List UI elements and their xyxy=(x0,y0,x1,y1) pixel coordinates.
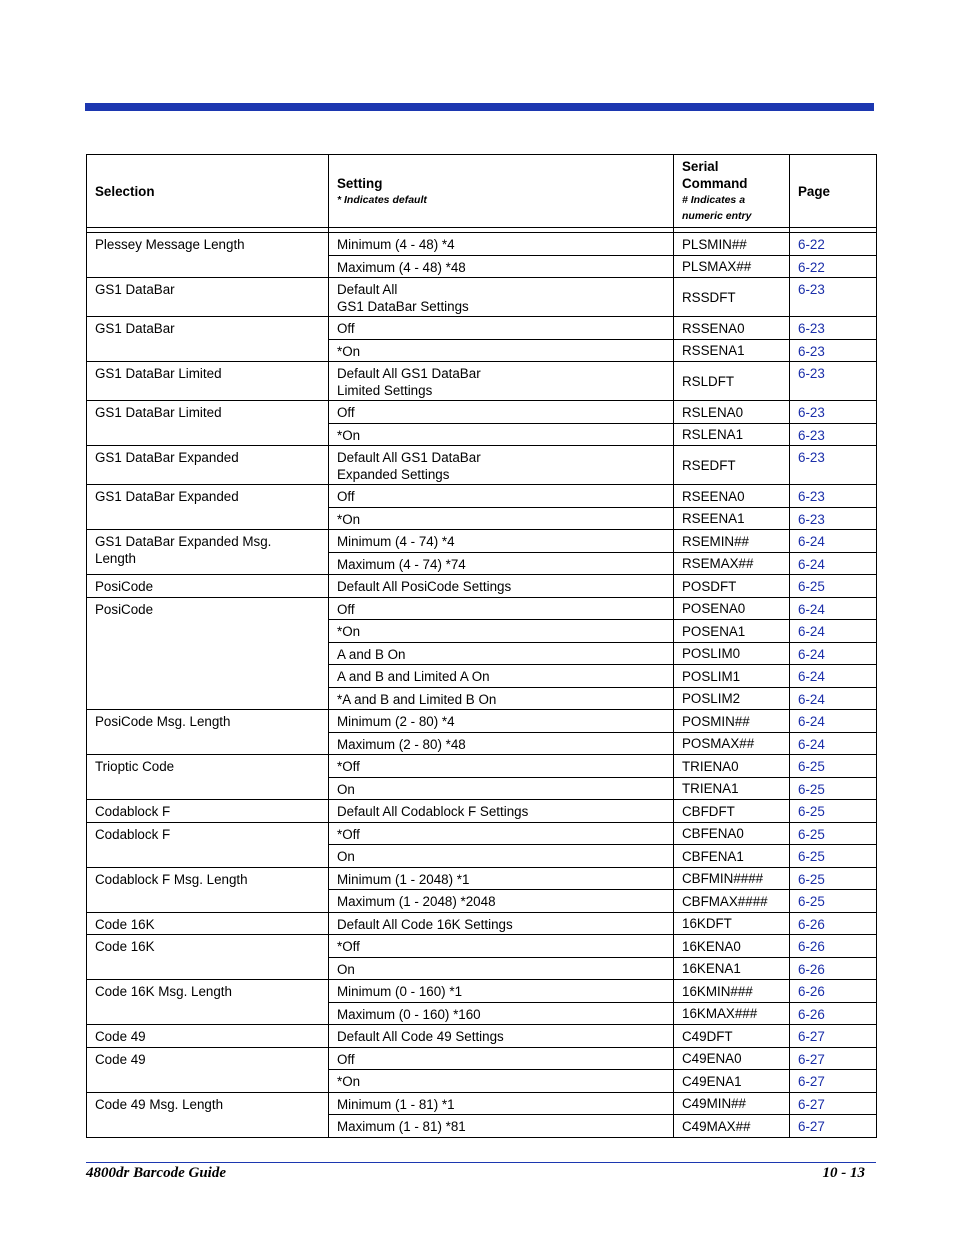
selection-cell: GS1 DataBar Limited xyxy=(87,362,329,401)
setting-cell: Default All Code 16K Settings xyxy=(329,912,674,935)
serial-command-cell: C49MAX## xyxy=(674,1115,790,1138)
setting-cell: Minimum (0 - 160) *1 xyxy=(329,980,674,1003)
setting-cell: On xyxy=(329,845,674,868)
selection-cell: PosiCode Msg. Length xyxy=(87,710,329,755)
page-link[interactable]: 6-26 xyxy=(798,961,825,977)
table-header-row xyxy=(87,155,877,228)
serial-command-cell: POSDFT xyxy=(674,575,790,598)
page-cell xyxy=(790,642,877,665)
setting-cell: A and B On xyxy=(329,642,674,665)
page-link[interactable]: 6-23 xyxy=(798,321,825,336)
page-link[interactable]: 6-22 xyxy=(798,259,825,275)
page-cell xyxy=(790,620,877,643)
setting-cell: *Off xyxy=(329,755,674,778)
selection-cell: Code 16K Msg. Length xyxy=(87,980,329,1025)
setting-cell: Off xyxy=(329,597,674,620)
selection-cell: Plessey Message Length xyxy=(87,233,329,278)
setting-cell: *On xyxy=(329,423,674,446)
setting-cell: *On xyxy=(329,1070,674,1093)
page-cell xyxy=(790,890,877,913)
page-link[interactable]: 6-26 xyxy=(798,939,825,954)
setting-cell: Default All GS1 DataBar Expanded Settings xyxy=(329,446,674,485)
serial-command-cell: PLSMAX## xyxy=(674,255,790,278)
selection-cell: Code 49 xyxy=(87,1047,329,1092)
setting-cell: Minimum (4 - 74) *4 xyxy=(329,530,674,553)
page-link[interactable]: 6-24 xyxy=(798,736,825,752)
serial-command-cell: POSLIM0 xyxy=(674,642,790,665)
setting-cell: Maximum (2 - 80) *48 xyxy=(329,732,674,755)
page-link[interactable]: 6-25 xyxy=(798,849,825,864)
table-row xyxy=(87,980,877,1003)
page-cell xyxy=(790,980,877,1003)
table-row xyxy=(87,1092,877,1115)
page-cell xyxy=(790,339,877,362)
table-row xyxy=(87,575,877,598)
page-link[interactable]: 6-24 xyxy=(798,534,825,549)
serial-command-cell: RSEMIN## xyxy=(674,530,790,553)
setting-cell: Maximum (4 - 48) *48 xyxy=(329,255,674,278)
setting-cell: Off xyxy=(329,485,674,508)
serial-command-cell: TRIENA0 xyxy=(674,755,790,778)
table-row xyxy=(87,935,877,958)
page-link[interactable]: 6-25 xyxy=(798,871,825,887)
page-link[interactable]: 6-26 xyxy=(798,984,825,999)
footer-rule xyxy=(86,1162,876,1163)
page-cell xyxy=(790,552,877,575)
setting-cell: Minimum (1 - 81) *1 xyxy=(329,1092,674,1115)
selection-cell: GS1 DataBar Expanded Msg. Length xyxy=(87,530,329,575)
page-cell xyxy=(790,575,877,598)
header-setting-note: * Indicates default xyxy=(337,193,427,206)
page-link[interactable]: 6-27 xyxy=(798,1029,825,1044)
header-serial-note1: # Indicates a xyxy=(682,194,746,206)
table-row xyxy=(87,597,877,620)
page-cell xyxy=(790,423,877,446)
page-cell xyxy=(790,278,877,317)
serial-command-cell: 16KENA1 xyxy=(674,957,790,980)
serial-command-cell: CBFMAX#### xyxy=(674,890,790,913)
page-link[interactable]: 6-25 xyxy=(798,579,825,594)
setting-cell: Maximum (4 - 74) *74 xyxy=(329,552,674,575)
page-link[interactable]: 6-23 xyxy=(798,282,825,297)
table-row xyxy=(87,485,877,508)
page-cell xyxy=(790,317,877,340)
table-row xyxy=(87,446,877,485)
setting-cell: Default All GS1 DataBar Settings xyxy=(329,278,674,317)
page-cell xyxy=(790,800,877,823)
setting-cell: *Off xyxy=(329,935,674,958)
page-link[interactable]: 6-27 xyxy=(798,1119,825,1134)
page-cell xyxy=(790,1092,877,1115)
serial-command-cell: CBFMIN#### xyxy=(674,867,790,890)
page-cell xyxy=(790,957,877,980)
setting-cell: On xyxy=(329,957,674,980)
table-row xyxy=(87,800,877,823)
selection-cell: Codablock F xyxy=(87,822,329,867)
header-setting xyxy=(329,155,674,228)
header-serial-note2: numeric entry xyxy=(682,210,752,222)
serial-command-cell: C49DFT xyxy=(674,1025,790,1048)
serial-command-table xyxy=(86,154,877,1138)
selection-cell: Code 16K xyxy=(87,935,329,980)
serial-command-cell: 16KDFT xyxy=(674,912,790,935)
page-link[interactable]: 6-25 xyxy=(798,804,825,819)
setting-cell: Minimum (4 - 48) *4 xyxy=(329,233,674,256)
page-cell xyxy=(790,867,877,890)
serial-command-cell: POSMAX## xyxy=(674,732,790,755)
selection-cell: Trioptic Code xyxy=(87,755,329,800)
serial-command-cell: POSLIM2 xyxy=(674,687,790,710)
page-link[interactable]: 6-24 xyxy=(798,669,825,684)
table-row xyxy=(87,822,877,845)
serial-command-cell: RSLENA1 xyxy=(674,423,790,446)
serial-command-cell: CBFENA1 xyxy=(674,845,790,868)
page-cell xyxy=(790,1070,877,1093)
footer-guide-title: 4800dr Barcode Guide xyxy=(86,1165,226,1181)
table-row xyxy=(87,530,877,553)
table-row xyxy=(87,1047,877,1070)
serial-command-cell: RSEENA1 xyxy=(674,507,790,530)
selection-cell: Code 49 xyxy=(87,1025,329,1048)
serial-command-cell: RSSENA0 xyxy=(674,317,790,340)
selection-cell: Codablock F Msg. Length xyxy=(87,867,329,912)
serial-command-cell: 16KMIN### xyxy=(674,980,790,1003)
selection-cell: PosiCode xyxy=(87,575,329,598)
page-cell xyxy=(790,1002,877,1025)
page-cell xyxy=(790,597,877,620)
header-serial-command xyxy=(674,155,790,228)
serial-command-cell: POSLIM1 xyxy=(674,665,790,688)
page-cell xyxy=(790,755,877,778)
serial-command-cell: RSEDFT xyxy=(674,446,790,485)
table-row xyxy=(87,912,877,935)
setting-cell: Off xyxy=(329,401,674,424)
selection-cell: Code 16K xyxy=(87,912,329,935)
setting-cell: Maximum (0 - 160) *160 xyxy=(329,1002,674,1025)
page-link[interactable]: 6-23 xyxy=(798,489,825,504)
serial-command-cell: POSENA1 xyxy=(674,620,790,643)
page-link[interactable]: 6-24 xyxy=(798,624,825,639)
page-link[interactable]: 6-27 xyxy=(798,1051,825,1067)
serial-command-cell: RSEENA0 xyxy=(674,485,790,508)
page-link[interactable]: 6-24 xyxy=(798,601,825,617)
table-body xyxy=(87,233,877,1138)
selection-cell: GS1 DataBar xyxy=(87,278,329,317)
setting-cell: Default All Codablock F Settings xyxy=(329,800,674,823)
table-row xyxy=(87,710,877,733)
page-cell xyxy=(790,912,877,935)
setting-cell: Minimum (2 - 80) *4 xyxy=(329,710,674,733)
page-link[interactable]: 6-25 xyxy=(798,894,825,909)
page-cell xyxy=(790,446,877,485)
serial-command-cell: TRIENA1 xyxy=(674,777,790,800)
page-cell xyxy=(790,530,877,553)
setting-cell: *On xyxy=(329,507,674,530)
page-link[interactable]: 6-23 xyxy=(798,343,825,359)
page-link[interactable]: 6-25 xyxy=(798,759,825,774)
page-link[interactable]: 6-25 xyxy=(798,826,825,842)
page-link[interactable]: 6-22 xyxy=(798,237,825,252)
table-row xyxy=(87,401,877,424)
selection-cell: Code 49 Msg. Length xyxy=(87,1092,329,1137)
page-link[interactable]: 6-23 xyxy=(798,366,825,381)
serial-command-cell: RSLENA0 xyxy=(674,401,790,424)
selection-cell: GS1 DataBar Expanded xyxy=(87,485,329,530)
serial-command-cell: RSEMAX## xyxy=(674,552,790,575)
serial-command-cell: POSMIN## xyxy=(674,710,790,733)
page-cell xyxy=(790,1047,877,1070)
table-row xyxy=(87,362,877,401)
page-cell xyxy=(790,935,877,958)
setting-cell: *Off xyxy=(329,822,674,845)
page-cell xyxy=(790,732,877,755)
selection-cell: GS1 DataBar xyxy=(87,317,329,362)
setting-cell: On xyxy=(329,777,674,800)
setting-cell: Off xyxy=(329,317,674,340)
header-bar xyxy=(85,103,874,111)
page-link[interactable]: 6-24 xyxy=(798,691,825,707)
page-link[interactable]: 6-24 xyxy=(798,714,825,729)
page-link[interactable]: 6-27 xyxy=(798,1096,825,1112)
selection-cell: Codablock F xyxy=(87,800,329,823)
page-cell xyxy=(790,777,877,800)
header-page: Page xyxy=(790,155,877,228)
setting-cell: A and B and Limited A On xyxy=(329,665,674,688)
table-row xyxy=(87,278,877,317)
page-cell xyxy=(790,1025,877,1048)
setting-cell: Minimum (1 - 2048) *1 xyxy=(329,867,674,890)
setting-cell: Default All Code 49 Settings xyxy=(329,1025,674,1048)
header-selection: Selection xyxy=(87,155,329,228)
setting-cell: Default All PosiCode Settings xyxy=(329,575,674,598)
page-link[interactable]: 6-23 xyxy=(798,427,825,443)
header-setting-label: Setting xyxy=(337,175,383,191)
table-row xyxy=(87,1025,877,1048)
page-cell xyxy=(790,822,877,845)
serial-command-cell: CBFDFT xyxy=(674,800,790,823)
page-link[interactable]: 6-23 xyxy=(798,405,825,420)
serial-command-cell: 16KMAX### xyxy=(674,1002,790,1025)
table-row xyxy=(87,867,877,890)
page-cell xyxy=(790,362,877,401)
setting-cell: Maximum (1 - 2048) *2048 xyxy=(329,890,674,913)
page-link[interactable]: 6-24 xyxy=(798,556,825,572)
page-link[interactable]: 6-23 xyxy=(798,450,825,465)
serial-command-cell: PLSMIN## xyxy=(674,233,790,256)
setting-cell: Default All GS1 DataBar Limited Settings xyxy=(329,362,674,401)
page-link[interactable]: 6-26 xyxy=(798,916,825,932)
setting-cell: *On xyxy=(329,620,674,643)
page-link[interactable]: 6-23 xyxy=(798,511,825,527)
page-cell xyxy=(790,255,877,278)
header-serial-line2: Command xyxy=(682,176,748,191)
serial-command-cell: RSSENA1 xyxy=(674,339,790,362)
page-cell xyxy=(790,233,877,256)
selection-cell: GS1 DataBar Expanded xyxy=(87,446,329,485)
setting-cell: Off xyxy=(329,1047,674,1070)
page-cell xyxy=(790,485,877,508)
page-cell xyxy=(790,710,877,733)
page-cell xyxy=(790,507,877,530)
header-serial-line1: Serial xyxy=(682,159,719,174)
serial-command-cell: C49MIN## xyxy=(674,1092,790,1115)
serial-command-cell: 16KENA0 xyxy=(674,935,790,958)
page-cell xyxy=(790,845,877,868)
page-link[interactable]: 6-24 xyxy=(798,646,825,662)
page-cell xyxy=(790,687,877,710)
page-link[interactable]: 6-26 xyxy=(798,1006,825,1022)
page-cell xyxy=(790,1115,877,1138)
setting-cell: *On xyxy=(329,339,674,362)
table-row xyxy=(87,233,877,256)
serial-command-cell: CBFENA0 xyxy=(674,822,790,845)
table-row xyxy=(87,755,877,778)
selection-cell: PosiCode xyxy=(87,597,329,710)
serial-command-cell: RSSDFT xyxy=(674,278,790,317)
footer-page-number: 10 - 13 xyxy=(822,1165,865,1181)
page-link[interactable]: 6-27 xyxy=(798,1074,825,1089)
serial-command-cell: RSLDFT xyxy=(674,362,790,401)
page-cell xyxy=(790,401,877,424)
selection-cell: GS1 DataBar Limited xyxy=(87,401,329,446)
serial-command-cell: C49ENA0 xyxy=(674,1047,790,1070)
serial-command-cell: POSENA0 xyxy=(674,597,790,620)
page-cell xyxy=(790,665,877,688)
table-row xyxy=(87,317,877,340)
serial-command-cell: C49ENA1 xyxy=(674,1070,790,1093)
setting-cell: Maximum (1 - 81) *81 xyxy=(329,1115,674,1138)
page-link[interactable]: 6-25 xyxy=(798,781,825,797)
setting-cell: *A and B and Limited B On xyxy=(329,687,674,710)
